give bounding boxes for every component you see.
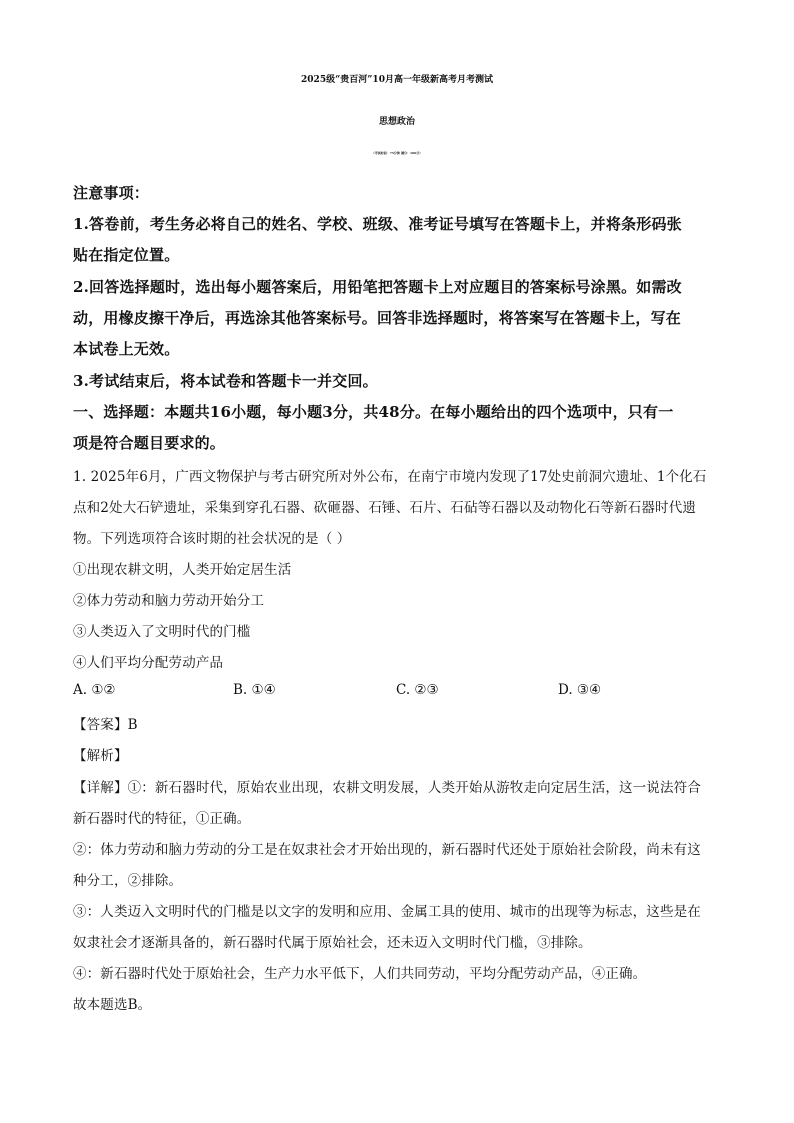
note-2-line-3: 本试卷上无效。 (73, 340, 180, 358)
exam-time-info: （考试时间：75分钟 满分：100分） (371, 151, 423, 155)
note-1-line-2: 贴在指定位置。 (73, 246, 180, 264)
note-2-line-1: 2.回答选择题时，选出每小题答案后，用铅笔把答题卡上对应题目的答案标号涂黑。如需改 (73, 278, 682, 296)
question-1-item-4: ④人们平均分配劳动产品 (73, 655, 224, 671)
subject-title: 思想政治 (378, 117, 415, 127)
section-1-heading-line-1: 一、选择题：本题共16小题，每小题3分，共48分。在每小题给出的四个选项中，只有一 (73, 403, 674, 421)
detail-4: ④：新石器时代处于原始社会，生产力水平低下，人们共同劳动，平均分配劳动产品，④正确。 (73, 966, 647, 982)
notes-heading: 注意事项： (73, 184, 150, 202)
question-1-stem-line-1: 1. 2025年6月，广西文物保护与考古研究所对外公布，在南宁市境内发现了17处史前洞穴遗址、1个化石 (73, 469, 707, 485)
question-1-item-3: ③人类迈入了文明时代的门槛 (73, 624, 251, 640)
option-a: A. ①② (73, 682, 116, 698)
detail-2-line-2: 种分工，②排除。 (73, 873, 183, 889)
detail-1-line-2: 新石器时代的特征，①正确。 (73, 811, 251, 827)
option-c: C. ②③ (396, 682, 439, 698)
section-1-heading-line-2: 项是符合题目要求的。 (73, 434, 226, 452)
detail-1-line-1: 【详解】①：新石器时代，原始农业出现，农耕文明发展，人类开始从游牧走向定居生活，这一说法符合 (73, 780, 701, 796)
question-1-item-2: ②体力劳动和脑力劳动开始分工 (73, 593, 265, 609)
exam-title: 2025级“贵百河”10月高一年级新高考月考测试 (301, 75, 493, 85)
question-1-stem-line-3: 物。下列选项符合该时期的社会状况的是（ ） (73, 531, 351, 547)
note-2-line-2: 动，用橡皮擦干净后，再选涂其他答案标号。回答非选择题时，将答案写在答题卡上，写在 (73, 309, 682, 327)
note-3: 3.考试结束后，将本试卷和答题卡一并交回。 (73, 372, 378, 390)
question-1-item-1: ①出现农耕文明，人类开始定居生活 (73, 562, 292, 578)
detail-3-line-2: 奴隶社会才逐渐具备的，新石器时代属于原始社会，还未迈入文明时代门槛，③排除。 (73, 935, 592, 951)
option-b: B. ①④ (233, 682, 276, 698)
conclusion: 故本题选B。 (73, 997, 152, 1013)
detail-3-line-1: ③：人类迈入文明时代的门槛是以文字的发明和应用、金属工具的使用、城市的出现等为标志，这些是在 (73, 904, 701, 920)
detail-2-line-1: ②：体力劳动和脑力劳动的分工是在奴隶社会才开始出现的，新石器时代还处于原始社会阶段，尚未有这 (73, 842, 701, 858)
analysis-label: 【解析】 (73, 748, 128, 764)
question-1-stem-line-2: 点和2处大石铲遗址，采集到穿孔石器、砍砸器、石锤、石片、石砧等石器以及动物化石等新石器时代遗 (73, 500, 696, 516)
option-d: D. ③④ (558, 682, 602, 698)
answer-label: 【答案】B (73, 717, 138, 733)
note-1-line-1: 1.答卷前，考生务必将自己的姓名、学校、班级、准考证号填写在答题卡上，并将条形码张 (73, 215, 682, 233)
